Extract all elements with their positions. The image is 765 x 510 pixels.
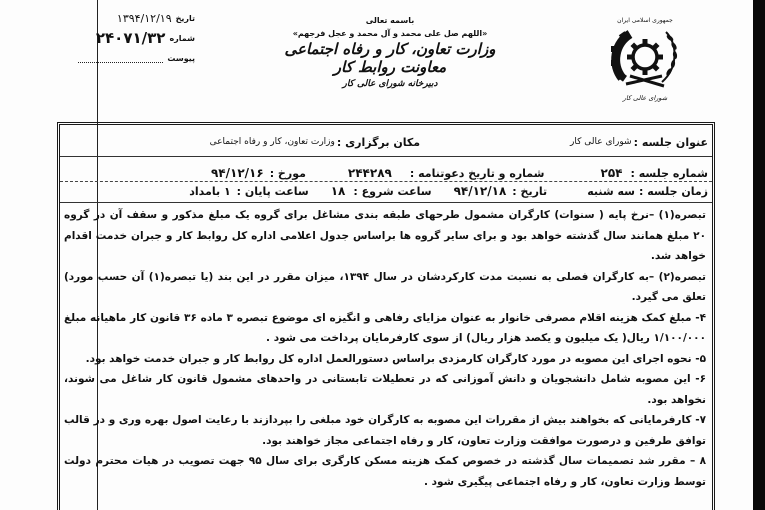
divider-1 xyxy=(60,156,712,157)
session-title-label: عنوان جلسه : xyxy=(633,135,708,149)
meta-date-row xyxy=(60,8,195,28)
meta-attachment-dots xyxy=(78,53,163,63)
session-venue-value: وزارت تعاون، کار و رفاه اجتماعی xyxy=(209,137,335,147)
meta-number-row xyxy=(60,28,195,48)
end-time-label: ساعت پایان : xyxy=(236,184,309,198)
invitation-dated-label: مورخ : xyxy=(269,166,306,180)
invitation-dated-value: ۹۴/۱۲/۱۶ xyxy=(210,166,264,180)
letterhead-center xyxy=(255,16,525,89)
start-time-value: ۱۸ xyxy=(330,184,346,198)
item-7-paragraph: ۷- کارفرمایانی که بخواهند بیش از مقررات این مصوبه به کارگران خود مبلغی را بپردازند با رعایت اصول بهره وری و در قالب توافق طرفین و درصورت موافقت وزارت تعاون، کار و رفاه اجتماعی مجاز خواهند بود. xyxy=(64,414,706,447)
secretariat-name: دبیرخانه شورای عالی کار xyxy=(342,79,438,89)
ministry-name: وزارت تعاون، کار و رفاه اجتماعی xyxy=(284,40,496,58)
session-title-row xyxy=(60,129,712,155)
meta-attachment-label: پیوست xyxy=(167,53,195,63)
note-1-paragraph: تبصره(۱) –نرخ پایه ( سنوات) کارگران مشمول طرحهای طبقه بندی مشاغل برای گروه یک مبلغ مذکور و سقف آن در گروه ۲۰ مبلغ همانند سال گذشته خواهد بود و برای سایر گروه ها براساس جدول اعلامی اداره کل روابط کار و جبران خدمت اقدام خواهد شد. xyxy=(64,209,706,262)
session-title-value: شورای عالی کار xyxy=(570,137,632,147)
item-6-paragraph: ۶- این مصوبه شامل دانشجویان و دانش آموزانی که در تعطیلات تابستانی در واحدهای مشمول قانون کار شاغل می شوند، نخواهد بود. xyxy=(64,373,706,406)
session-time-row xyxy=(60,181,712,201)
bismillah: باسمه تعالی xyxy=(365,16,415,25)
start-time-label: ساعت شروع : xyxy=(353,184,432,198)
svg-text:جمهوری اسلامی ایران: جمهوری اسلامی ایران xyxy=(617,17,673,24)
session-number-value: ۲۵۴ xyxy=(600,166,623,180)
scanner-black-edge xyxy=(753,0,765,510)
svg-text:شورای عالی کار: شورای عالی کار xyxy=(622,94,668,102)
session-number-label: شماره جلسه : xyxy=(630,166,708,180)
session-time-value: سه شنبه xyxy=(587,184,635,198)
session-time-label: زمان جلسه : xyxy=(638,184,708,198)
letter-meta xyxy=(60,8,195,68)
note-2-paragraph: تبصره(۲) –به کارگران فصلی به نسبت مدت کارکردشان در سال ۱۳۹۴، میزان مقرر در این بند (یا تبصره(۱) آن حسب مورد) تعلق می گیرد. xyxy=(64,270,706,303)
salawat: «اللهم صل علی محمد و آل محمد و عجل فرجهم» xyxy=(292,29,488,38)
meta-attachment-row xyxy=(60,48,195,68)
invitation-label: شماره و تاریخ دعوتنامه : xyxy=(409,166,545,180)
session-venue-label: مکان برگزاری : xyxy=(336,135,421,149)
resolution-body xyxy=(64,205,706,492)
meta-number-label: شماره xyxy=(169,33,195,43)
end-time-value: ۱ بامداد xyxy=(189,184,231,198)
meta-date-label: تاریخ xyxy=(175,13,195,23)
item-4-paragraph: ۴- مبلغ کمک هزینه اقلام مصرفی خانوار به عنوان مزایای رفاهی و انگیزه ای موضوع تبصره ۳ ماده ۳۶ قانون کار ماهیانه مبلغ ۱/۱۰۰/۰۰۰ ریال( یک میلیون و یکصد هزار ریال) از سوی کارفرمایان پرداخت می شود . xyxy=(64,311,707,344)
invitation-number: ۲۴۴۲۸۹ xyxy=(347,166,392,180)
session-date-value: ۹۴/۱۲/۱۸ xyxy=(453,184,507,198)
meta-date-value: ۱۳۹۴/۱۲/۱۹ xyxy=(116,11,172,25)
session-frame xyxy=(57,122,715,510)
divider-3 xyxy=(60,202,712,203)
meta-number-value: ۲۴۰۷۱/۳۲ xyxy=(95,29,166,47)
session-date-label: تاریخ : xyxy=(512,184,548,198)
gear-wheat-emblem-icon xyxy=(600,12,690,102)
deputy-name: معاونت روابط کار xyxy=(333,58,447,76)
item-8-paragraph: ۸ – مقرر شد تصمیمات سال گذشته در خصوص کمک هزینه مسکن کارگری برای سال ۹۵ جهت تصویب در هیات محترم دولت توسط وزارت تعاون، کار و رفاه اجتماعی پیگیری شود . xyxy=(64,455,706,488)
item-5-paragraph: ۵- نحوه اجرای این مصوبه در مورد کارگران کارمزدی براساس دستورالعمل اداره کل روابط کار و جبران خدمت خواهد بود. xyxy=(85,352,706,365)
